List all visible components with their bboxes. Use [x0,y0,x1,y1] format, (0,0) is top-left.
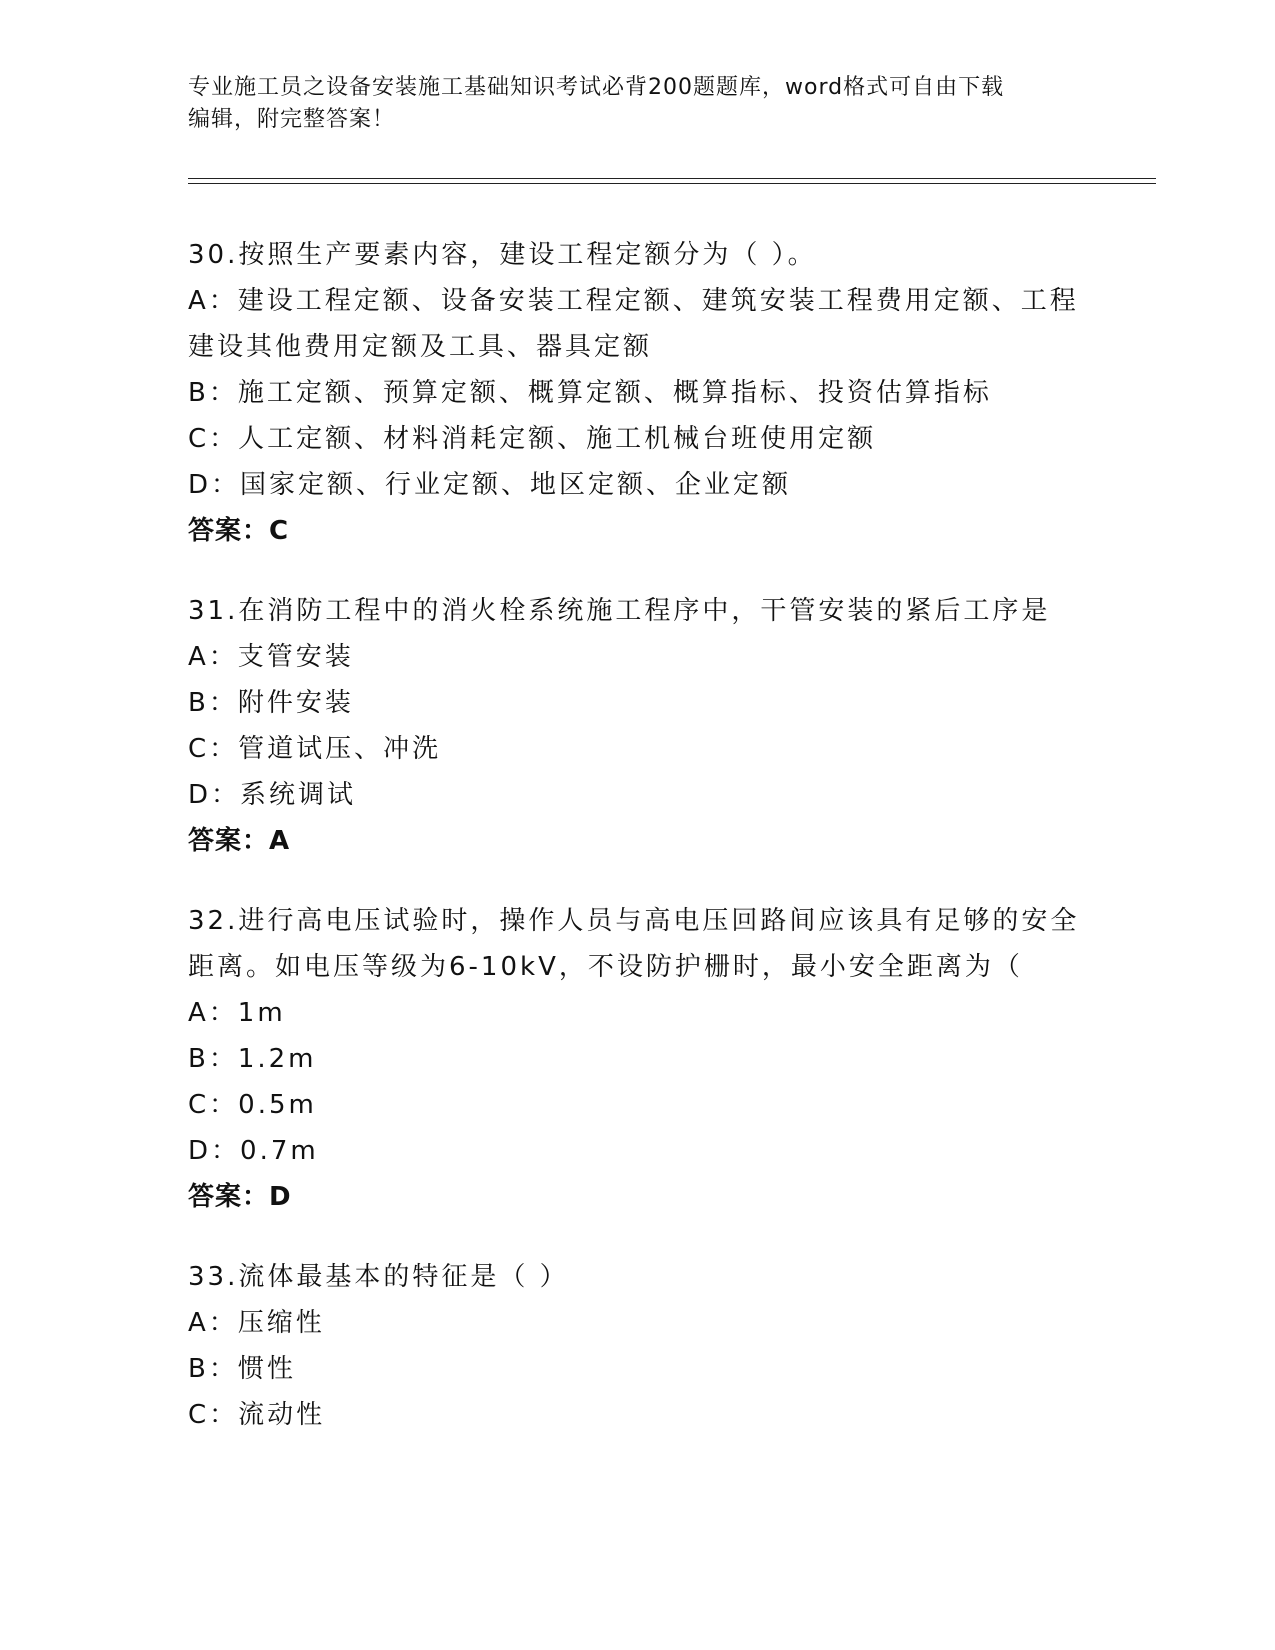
question-stem: 33.流体最基本的特征是（ ） [188,1262,569,1292]
question-list [188,232,1088,1472]
answer-option: A：1m [188,998,286,1028]
answer-option: C：管道试压、冲洗 [188,734,442,764]
answer-option: A：建设工程定额、设备安装工程定额、建筑安装工程费用定额、工程 [188,286,1079,316]
question-block [188,232,1088,554]
answer-option: C：流动性 [188,1400,326,1430]
answer-key: 答案：C [188,516,290,546]
answer-option: B：惯性 [188,1354,296,1384]
answer-option: A：支管安装 [188,642,354,672]
answer-option: B：施工定额、预算定额、概算定额、概算指标、投资估算指标 [188,378,992,408]
answer-option: 建设其他费用定额及工具、器具定额 [188,332,653,362]
answer-option: D：国家定额、行业定额、地区定额、企业定额 [188,470,792,500]
answer-key: 答案：A [188,826,291,856]
answer-option: B：1.2m [188,1044,317,1074]
answer-key: 答案：D [188,1182,292,1212]
question-stem: 距离。如电压等级为6-10kV，不设防护栅时，最小安全距离为（ [188,952,1023,982]
answer-option: D：系统调试 [188,780,357,810]
header-divider-bottom [188,183,1156,184]
header-line-2: 编辑，附完整答案！ [188,107,396,132]
answer-option: A：压缩性 [188,1308,325,1338]
answer-option: C：0.5m [188,1090,317,1120]
header-divider-top [188,178,1156,179]
answer-option: D：0.7m [188,1136,319,1166]
question-stem: 32.进行高电压试验时，操作人员与高电压回路间应该具有足够的安全 [188,906,1080,936]
answer-option: C：人工定额、材料消耗定额、施工机械台班使用定额 [188,424,877,454]
question-block [188,588,1088,864]
question-block [188,898,1088,1220]
header-line-1: 专业施工员之设备安装施工基础知识考试必背200题题库，word格式可自由下载 [188,75,1005,100]
question-stem: 30.按照生产要素内容，建设工程定额分为（ ）。 [188,240,817,270]
document-header [188,72,1088,136]
answer-option: B：附件安装 [188,688,354,718]
question-stem: 31.在消防工程中的消火栓系统施工程序中，干管安装的紧后工序是 [188,596,1051,626]
question-block [188,1254,1088,1438]
